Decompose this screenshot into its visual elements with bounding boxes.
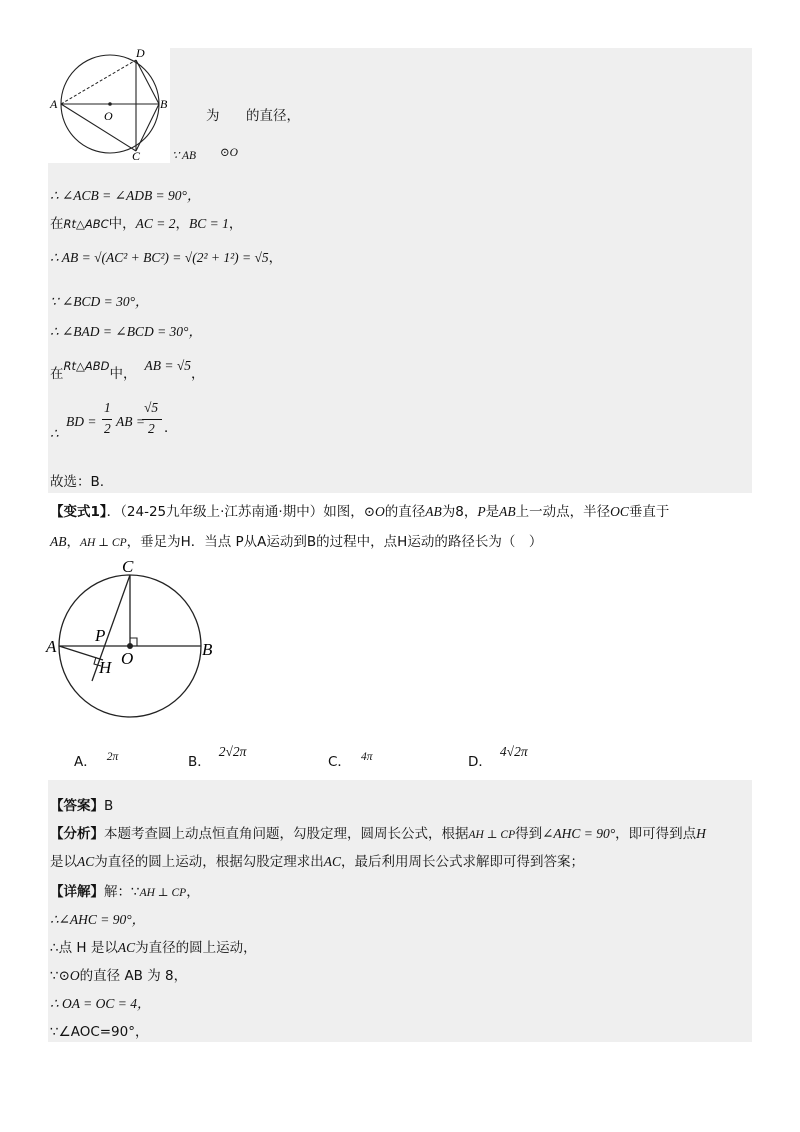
option-c-letter: C． — [328, 754, 351, 770]
line6-end: ， — [190, 366, 205, 382]
line7-end: ． — [164, 420, 178, 436]
shade-block-answer — [48, 780, 752, 1042]
detail-line-1 — [50, 880, 200, 900]
line3-math: ∴ AB = √(AC² + BC²) = √(2² + 1²) = √5 — [50, 250, 269, 265]
detail-line-4 — [50, 964, 187, 984]
detail-l1-math: AH ⊥ CP — [139, 887, 187, 899]
line7-half-bar — [102, 419, 112, 420]
variant-source: （24-25九年级上·江苏南通·期中）如图， — [120, 504, 364, 520]
option-b[interactable] — [188, 740, 247, 770]
variant-line2-rest: ，垂足为H．当点 P从A运动到B的过程中，点H运动的路径长为（ ） — [126, 534, 543, 550]
variant-line2-ab: AB — [50, 534, 67, 549]
proof-line-5: ∴ ∠BAD = ∠BCD = 30°， — [50, 324, 202, 339]
variant-t2: 为8， — [441, 504, 478, 520]
circle-o: ⊙O — [220, 147, 238, 159]
proof-line-1: ∴ ∠ACB = ∠ADB = 90°， — [50, 188, 201, 203]
variant-ab2: AB — [499, 504, 516, 519]
line2-sep: ， — [175, 216, 190, 232]
analysis-label: 【分析】 — [50, 826, 104, 842]
analysis-line-2 — [50, 850, 584, 870]
detail-l4a: ∵ — [50, 968, 59, 984]
line2-mid: 中， — [108, 216, 136, 232]
variant-t3: 是 — [485, 504, 500, 520]
line7-half-num: 1 — [104, 400, 111, 415]
line7-frac-bar — [142, 419, 162, 420]
line6-mid: 中， — [109, 366, 137, 382]
line7-bd: BD = — [66, 414, 97, 429]
variant-ah-cp: AH ⊥ CP — [80, 537, 127, 549]
fig2-label-O: O — [121, 649, 134, 668]
fig2-label-H: H — [99, 658, 112, 677]
analysis-h: H — [696, 826, 706, 841]
fig1-label-B: B — [160, 97, 168, 111]
variant-line-1 — [50, 500, 669, 520]
variant-line-2 — [50, 530, 542, 550]
option-a-letter: A． — [74, 754, 97, 770]
top-circle-figure — [48, 46, 172, 162]
line7-therefore: ∴ — [50, 426, 59, 441]
line7-ab: AB = — [116, 414, 145, 429]
option-d-value: 4√2π — [499, 744, 528, 759]
analysis-text1: 本题考查圆上动点恒直角问题，勾股定理，圆周长公式，根据 — [104, 826, 469, 842]
fig1-label-C: C — [132, 149, 141, 162]
detail-l4-circ: ⊙O — [58, 968, 80, 983]
detail-l1-text: 解：∵ — [104, 884, 140, 900]
analysis-angle: ∠AHC = 90° — [542, 826, 616, 841]
proof-line-4: ∵ ∠BCD = 30°， — [50, 294, 149, 309]
line2-ac: AC = 2 — [135, 216, 176, 231]
variant-t5: 垂直于 — [628, 504, 670, 520]
because-ab: ∵ AB — [172, 150, 197, 162]
variant-circ: ⊙O — [363, 504, 385, 519]
option-a[interactable] — [74, 744, 119, 770]
line6-prefix: 在 — [50, 366, 64, 382]
line2-end: ， — [228, 216, 243, 232]
answer-line — [50, 794, 113, 814]
detail-label: 【详解】 — [50, 884, 104, 900]
option-d[interactable] — [468, 740, 528, 770]
proof-line-6 — [50, 354, 205, 382]
detail-l3b: 为直径的圆上运动， — [135, 940, 257, 956]
fig1-label-O: O — [104, 109, 113, 123]
answer-label: 【答案】 — [50, 798, 104, 814]
option-a-value: 2π — [106, 751, 119, 763]
fig2-label-C: C — [122, 557, 134, 576]
fig2-label-A: A — [46, 637, 57, 656]
fig2-label-P: P — [95, 626, 106, 645]
line2-tri: Rt△ABC — [63, 217, 109, 231]
analysis-ah-cp: AH ⊥ CP — [468, 829, 516, 841]
detail-l4b: 的直径 AB 为 8， — [79, 968, 188, 984]
fig2-label-B: B — [202, 640, 213, 659]
line7-frac-num: √5 — [144, 400, 159, 415]
proof-choice: 故选：B. — [50, 474, 105, 490]
option-c-value: 4π — [360, 751, 373, 763]
detail-line-6: ∵∠AOC=90°， — [50, 1024, 149, 1040]
variant-line2-comma: ， — [66, 534, 80, 550]
variant-dot: ． — [106, 504, 121, 520]
fig1-label-D: D — [136, 46, 145, 60]
line2-prefix: 在 — [50, 216, 64, 232]
detail-line-3 — [50, 936, 257, 956]
detail-l1-end: ， — [186, 884, 200, 900]
line6-tri: Rt△ABD — [63, 359, 110, 373]
fig1-label-A: A — [50, 97, 58, 111]
detail-l3a: ∴点 H 是以 — [50, 940, 118, 956]
analysis-line-1 — [50, 822, 706, 842]
option-b-letter: B． — [188, 754, 211, 770]
analysis-text3: ，即可得到点 — [615, 826, 697, 842]
word-zhijing: 的直径， — [246, 108, 300, 124]
analysis-ac: AC — [77, 854, 95, 869]
variant-t1: 的直径 — [384, 504, 426, 520]
line6-ab: AB = √5 — [144, 358, 191, 373]
answer-value: B — [104, 798, 114, 814]
line3-end: ， — [268, 250, 283, 266]
variant-ab: AB — [425, 504, 442, 519]
analysis-text2: 得到 — [515, 826, 543, 842]
variant-tag: 【变式1】 — [50, 504, 107, 520]
proof-line-3 — [50, 246, 282, 266]
analysis-line2c: ，最后利用周长公式求解即可得到答案； — [341, 854, 585, 870]
word-wei: 为 — [206, 108, 220, 124]
option-b-value: 2√2π — [218, 744, 247, 759]
variant-t4: 上一动点，半径 — [515, 504, 611, 520]
analysis-line2b: 为直径的圆上运动，根据勾股定理求出 — [94, 854, 324, 870]
analysis-line2a: 是以 — [50, 854, 77, 870]
detail-line-5: ∴ OA = OC = 4， — [50, 996, 151, 1011]
option-d-letter: D． — [468, 754, 492, 770]
proof-line-2 — [50, 212, 242, 232]
option-c[interactable] — [328, 744, 373, 770]
detail-line-2: ∴∠AHC = 90°， — [50, 912, 146, 927]
circle-figure-2 — [44, 556, 220, 722]
variant-p: P — [477, 504, 486, 519]
line2-bc: BC = 1 — [189, 216, 229, 231]
analysis-ac2: AC — [323, 854, 342, 869]
line7-half-den: 2 — [104, 421, 111, 436]
detail-l3-ac: AC — [117, 940, 136, 955]
line7-frac-den: 2 — [148, 421, 155, 436]
variant-oc: OC — [610, 504, 629, 519]
